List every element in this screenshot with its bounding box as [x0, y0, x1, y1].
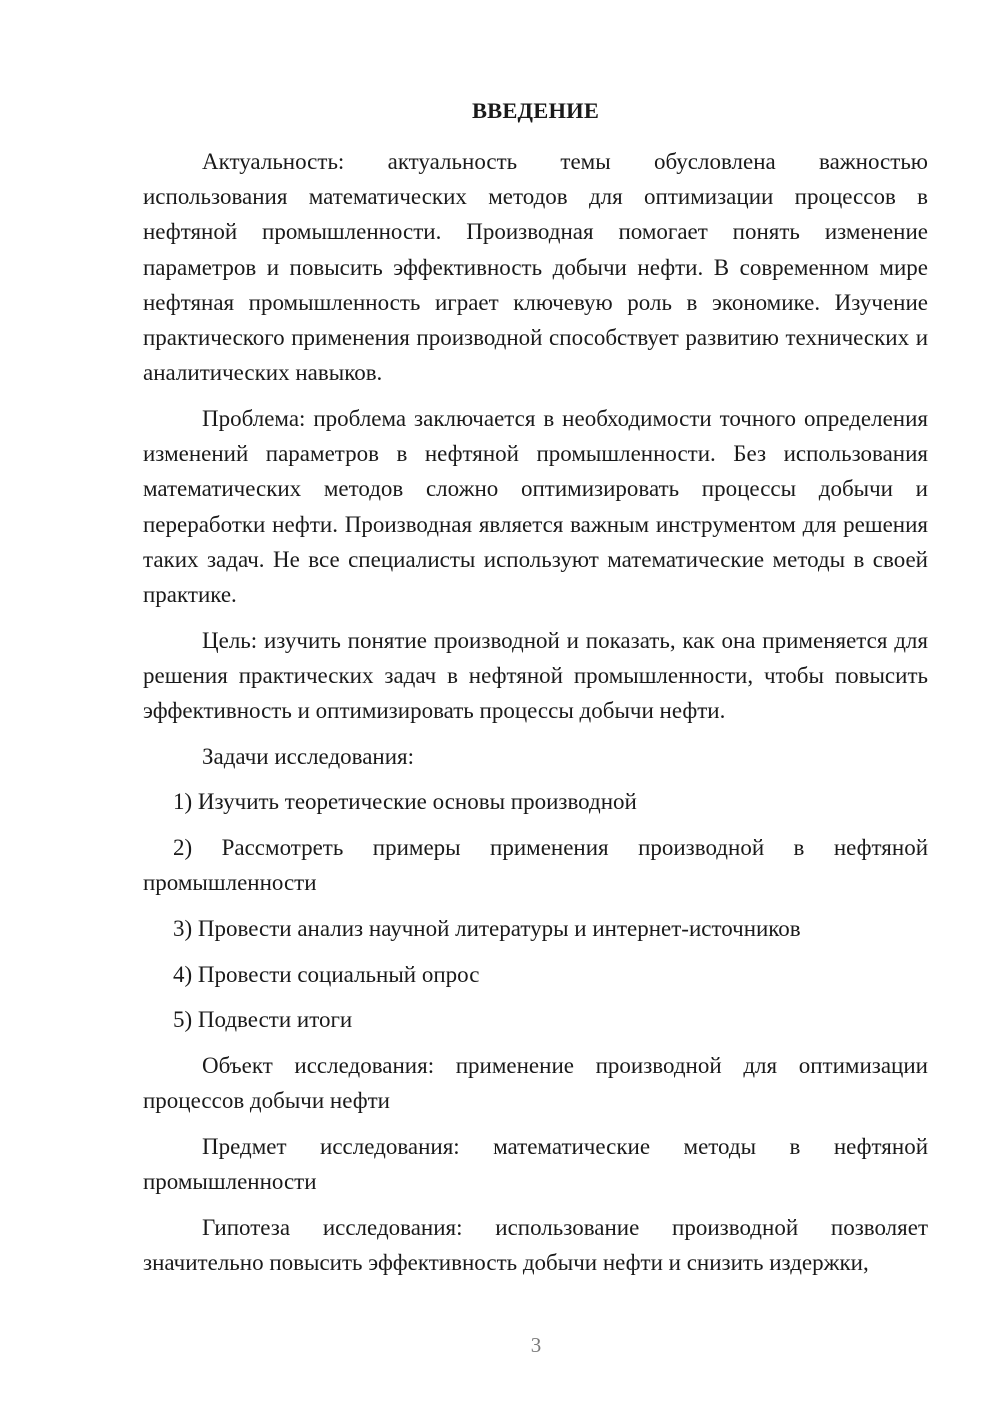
page-number: 3 — [530, 1333, 542, 1357]
task-item-5: 5) Подвести итоги — [173, 1007, 353, 1033]
task-item-4: 4) Провести социальный опрос — [173, 961, 480, 987]
task-item-3: 3) Провести анализ научной литературы и интернет-источников — [173, 916, 801, 942]
page-title: ВВЕДЕНИЕ — [471, 98, 600, 123]
paragraph-hypothesis: Гипотеза исследования: использование производной позволяет значительно повысить эффективность добычи нефти и снизить издержки, — [143, 1214, 928, 1276]
page-content — [143, 95, 928, 1291]
paragraph-object: Объект исследования: применение производной для оптимизации процессов добычи нефти — [143, 1053, 928, 1114]
task-item-1: 1) Изучить теоретические основы производной — [173, 789, 637, 815]
paragraph-goal: Цель: изучить понятие производной и показать, как она применяется для решения практических задач в нефтяной промышленности, чтобы повысить эффективность и оптимизировать процессы добычи нефти. — [143, 627, 928, 724]
paragraph-problem: Проблема: проблема заключается в необходимости точного определения изменений параметров в нефтяной промышленности. Без использования математических методов сложно оптимизировать процессы добычи и переработки нефти. Производная является важным инструментом для решения таких задач. Не все специалисты используют математические методы в своей практике. — [143, 405, 928, 607]
task-item-2: 2) Рассмотреть примеры применения производной в нефтяной промышленности — [143, 835, 928, 896]
paragraph-relevance: Актуальность: актуальность темы обусловлена важностью использования математических методов для оптимизации процессов в нефтяной промышленности. Производная помогает понять изменение параметров и повысить эффективность добычи нефти. В современном мире нефтяная промышленность играет ключевую роль в экономике. Изучение практического применения производной способствует развитию технических и аналитических навыков. — [143, 149, 928, 386]
tasks-heading: Задачи исследования: — [202, 743, 415, 769]
paragraph-subject: Предмет исследования: математические методы в нефтяной промышленности — [143, 1134, 928, 1195]
